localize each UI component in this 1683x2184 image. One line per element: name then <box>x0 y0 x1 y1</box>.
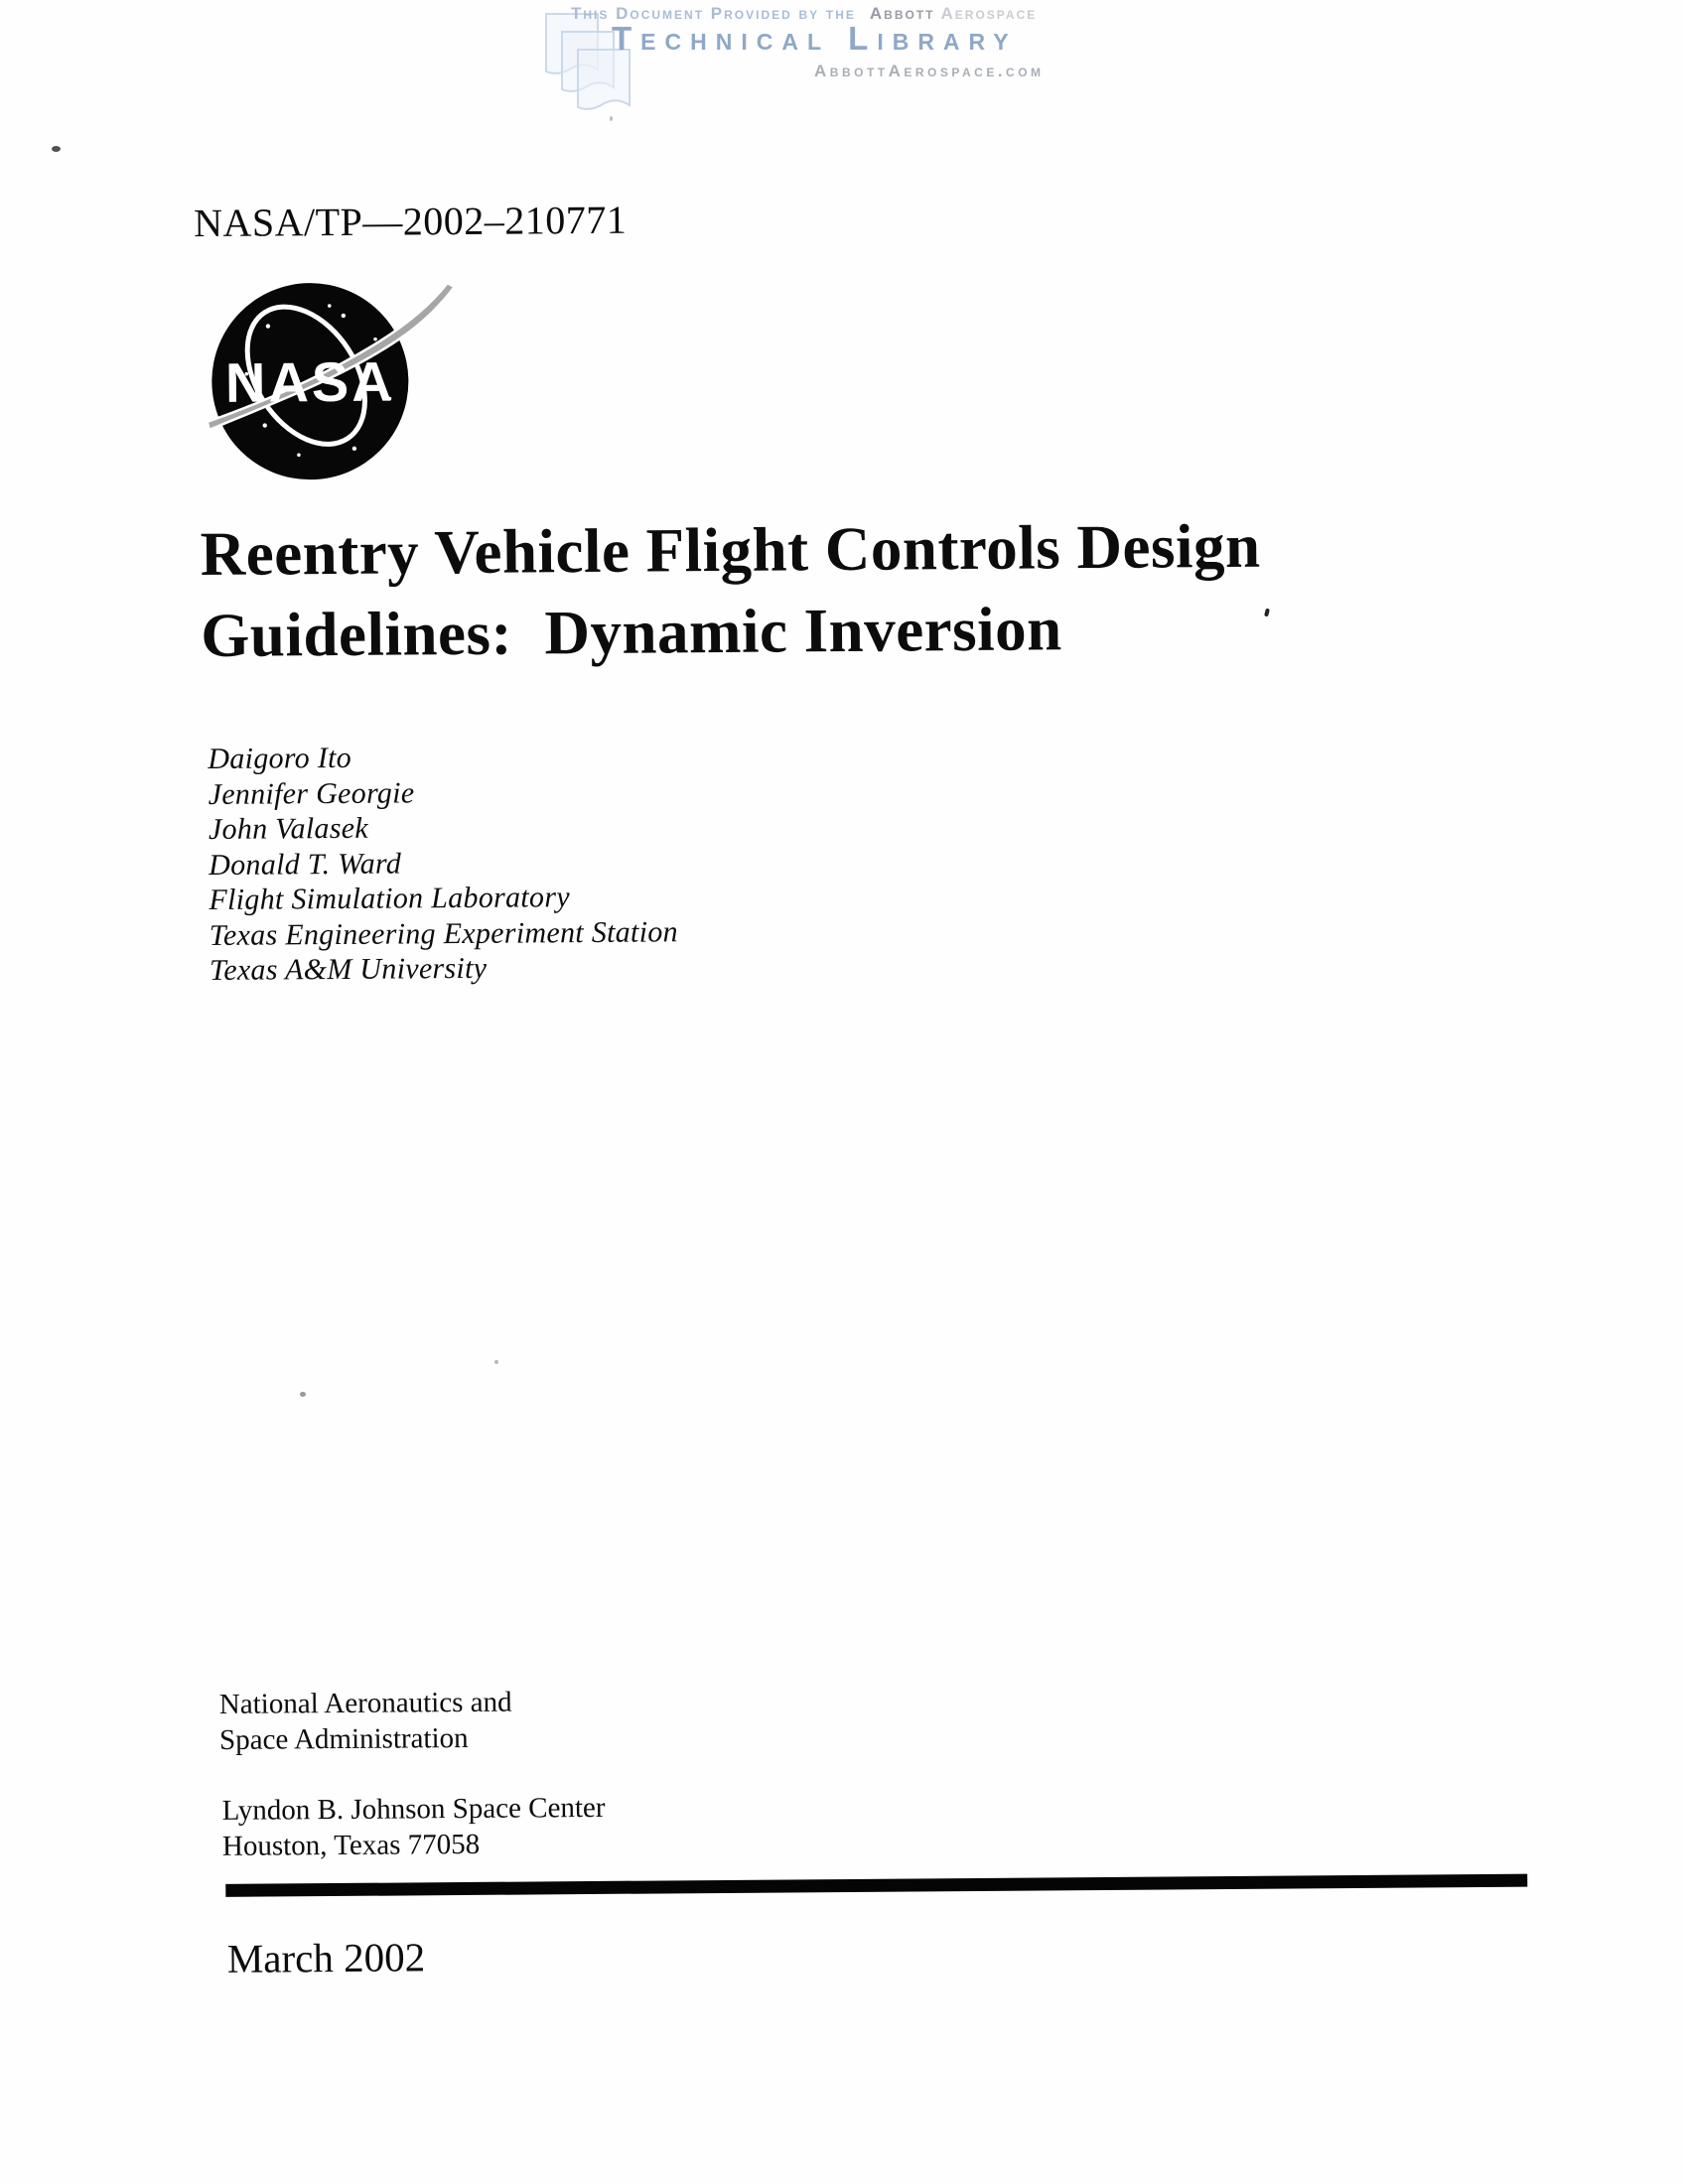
agency-line2: Space Administration <box>218 1721 469 1756</box>
watermark-brand-abbott: Abbott <box>869 4 935 23</box>
watermark-brand-aerospace: Aerospace <box>940 4 1038 23</box>
report-number: NASA/TP—2002–210771 <box>193 197 628 246</box>
author-name: John Valasek <box>208 811 369 846</box>
affiliation-line: Flight Simulation Laboratory <box>209 881 571 916</box>
nasa-insignia-logo <box>207 277 463 487</box>
space-center-name: Lyndon B. Johnson Space Center <box>221 1791 606 1827</box>
space-center-location: Houston, Texas 77058 <box>221 1828 481 1862</box>
scan-speck <box>52 146 61 152</box>
document-title-line1: Reentry Vehicle Flight Controls Design <box>200 510 1261 590</box>
affiliation-line: Texas Engineering Experiment Station <box>209 914 678 952</box>
author-name: Donald T. Ward <box>209 846 402 882</box>
author-name: Daigoro Ito <box>208 741 352 776</box>
horizontal-rule <box>225 1874 1527 1897</box>
scan-speck <box>610 116 613 121</box>
watermark-library-title: Technical Library <box>612 20 1018 57</box>
author-block <box>208 738 678 988</box>
author-name: Jennifer Georgie <box>208 775 415 811</box>
nasa-logo-text: NASA <box>224 349 395 414</box>
scan-speck <box>494 1360 498 1364</box>
scan-speck <box>300 1392 306 1397</box>
publication-date: March 2002 <box>226 1934 426 1981</box>
watermark-site-url: AbbottAerospace.com <box>814 62 1045 80</box>
agency-line1: National Aeronautics and <box>218 1686 512 1720</box>
affiliation-line: Texas A&M University <box>209 951 488 987</box>
document-title <box>200 504 1392 676</box>
space-center-block <box>222 1790 606 1864</box>
agency-block <box>219 1685 512 1758</box>
document-title-line2: Guidelines: Dynamic Inversion <box>201 594 1062 671</box>
watermark-provided-prefix: This Document Provided by the <box>571 4 856 23</box>
